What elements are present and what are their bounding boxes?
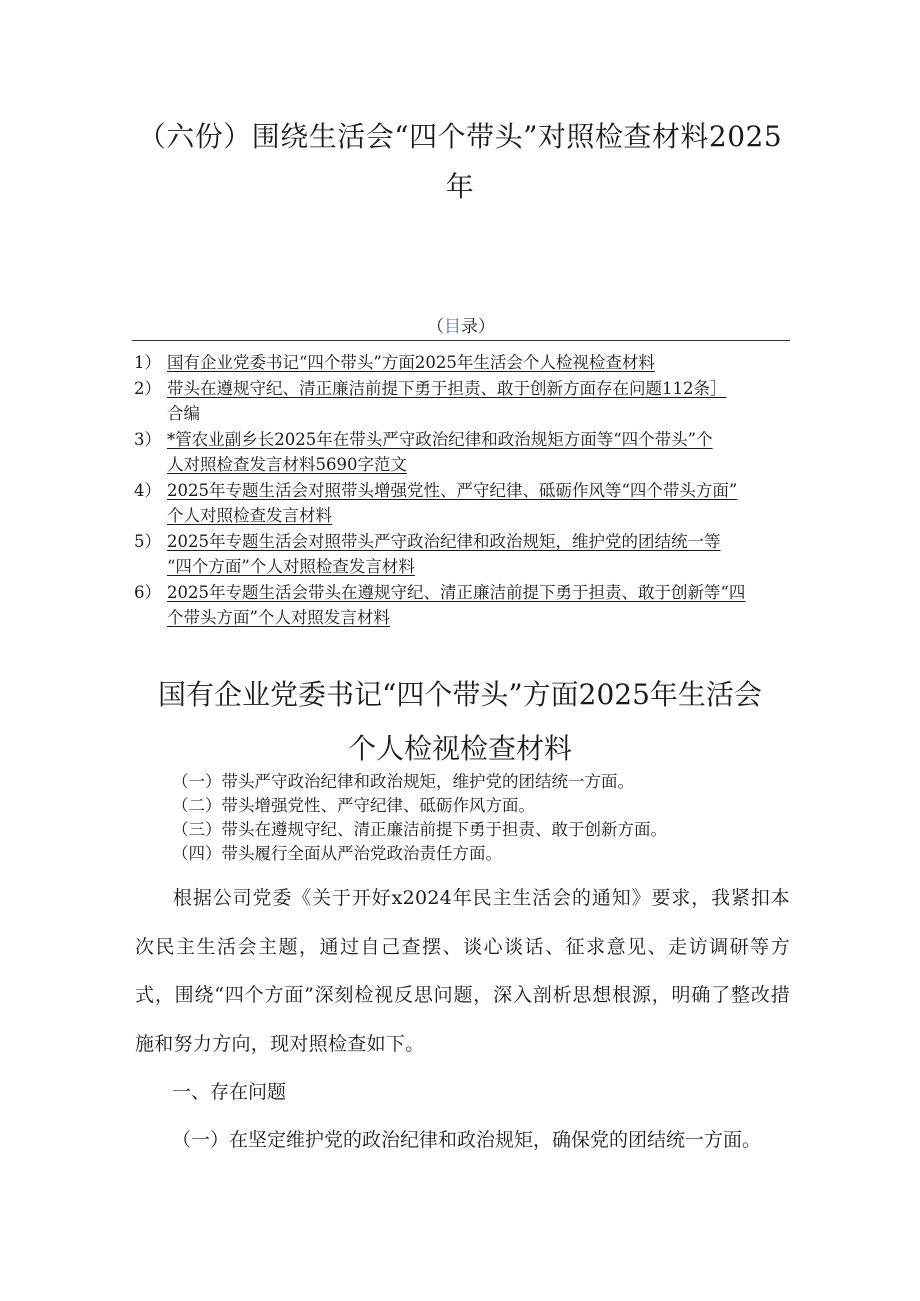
toc-item-link[interactable]: 人对照检查发言材料5690字范文 (167, 455, 407, 474)
toc-item-link[interactable]: 2025年专题生活会对照带头增强党性、严守纪律、砥砺作风等“四个带头方面” (167, 481, 738, 500)
toc-item-number: 6） (134, 583, 161, 602)
document-title-line-1: （六份）围绕生活会“四个带头”对照检查材料2025 (137, 120, 783, 153)
focus-item: （四）带头履行全面从严治党政治责任方面。 (172, 844, 502, 863)
subheading-political-discipline: （一）在坚定维护党的政治纪律和政治规矩，确保党的团结统一方面。 (172, 1129, 762, 1151)
document-title-line-2: 年 (445, 170, 475, 203)
toc-item-5[interactable] (134, 529, 804, 579)
toc-item-number: 2） (134, 379, 161, 398)
toc-heading-mu: 目 (444, 317, 461, 337)
focus-item: （二）带头增强党性、严守纪律、砥砺作风方面。 (172, 796, 535, 815)
toc-item-number: 3） (134, 430, 161, 449)
toc-heading-prefix: （ (427, 317, 444, 337)
focus-item: （三）带头在遵规守纪、清正廉洁前提下勇于担责、敢于创新方面。 (172, 820, 667, 839)
toc-item-link[interactable]: 带头在遵规守纪、清正廉洁前提下勇于担责、敢于创新方面存在问题112条］ (167, 379, 727, 398)
toc-item-note: 合编 (167, 404, 200, 423)
toc-item-3[interactable] (134, 427, 804, 477)
section-title-line-1: 国有企业党委书记“四个带头”方面2025年生活会 (158, 678, 762, 711)
subheading-problems: 一、存在问题 (172, 1081, 287, 1103)
toc-item-number: 5） (134, 532, 161, 551)
toc-item-link[interactable]: *管农业副乡长2025年在带头严守政治纪律和政治规矩方面等“四个带头”个 (167, 430, 713, 449)
toc-item-link[interactable]: 个带头方面”个人对照发言材料 (167, 608, 390, 627)
intro-paragraph: 根据公司党委《关于开好x2024年民主生活会的通知》要求，我紧扣本次民主生活会主题，通过自己查摆、谈心谈话、征求意见、走访调研等方式，围绕“四个方面”深刻检视反思问题，深入剖析思想根源，明确了整改措施和努力方向，现对照检查如下。 (135, 887, 790, 1055)
document-title (110, 112, 810, 212)
toc-item-2[interactable] (134, 376, 804, 426)
toc-item-link[interactable]: 2025年专题生活会对照带头严守政治纪律和政治规矩，维护党的团结统一等 (167, 532, 721, 551)
section-title (110, 668, 810, 776)
toc-item-number: 1） (134, 353, 161, 372)
toc-item-1[interactable] (134, 350, 804, 375)
toc-item-link[interactable]: “四个方面”个人对照检查发言材料 (167, 557, 415, 576)
toc-item-4[interactable] (134, 478, 804, 528)
toc-item-link[interactable]: 2025年专题生活会带头在遵规守纪、清正廉洁前提下勇于担责、敢于创新等“四 (167, 583, 746, 602)
toc-heading (132, 314, 790, 341)
toc-item-link[interactable]: 个人对照检查发言材料 (167, 506, 332, 525)
toc-item-number: 4） (134, 481, 161, 500)
toc-item-link[interactable]: 国有企业党委书记“四个带头”方面2025年生活会个人检视检查材料 (167, 353, 655, 372)
section-title-line-2: 个人检视检查材料 (347, 732, 572, 765)
toc-heading-suffix: 录） (461, 317, 495, 337)
focus-item: （一）带头严守政治纪律和政治规矩，维护党的团结统一方面。 (172, 772, 634, 791)
toc-item-6[interactable] (134, 580, 804, 630)
focus-list (172, 770, 667, 866)
toc-list (134, 350, 804, 631)
